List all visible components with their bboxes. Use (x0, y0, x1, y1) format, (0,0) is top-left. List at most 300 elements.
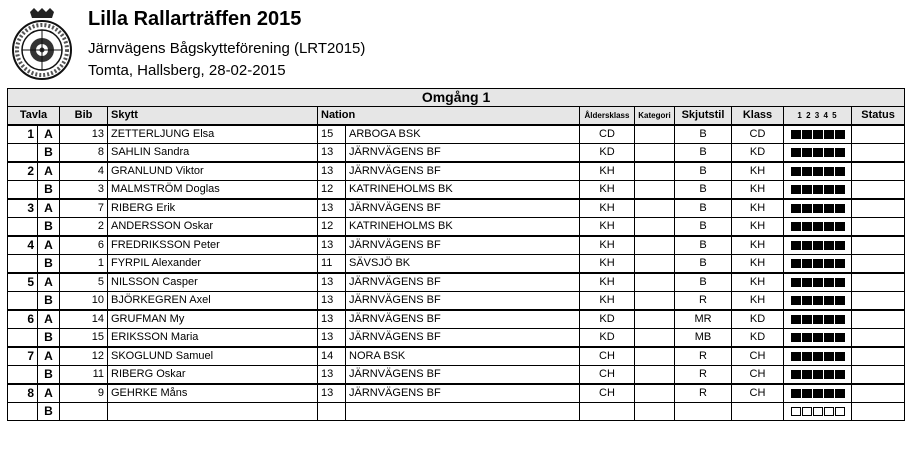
club-name: SÄVSJÖ BK (346, 255, 580, 274)
arrow-boxes-group (791, 333, 845, 342)
category (635, 403, 675, 421)
arrow-box-icon (835, 241, 845, 250)
nation-code: 12 (318, 218, 346, 237)
arrow-box-icon (791, 315, 801, 324)
page-header (8, 6, 903, 86)
arrow-box-icon (802, 241, 812, 250)
arrow-box-icon (791, 278, 801, 287)
nation-code: 13 (318, 199, 346, 218)
arrow-box-icon (813, 148, 823, 157)
arrow-box-icon (802, 185, 812, 194)
target-position: A (38, 236, 60, 255)
age-class: KH (580, 162, 635, 181)
arrow-box-icon (835, 167, 845, 176)
class: KD (732, 144, 784, 163)
col-nation-header: Nation (318, 107, 580, 126)
club-name: JÄRNVÄGENS BF (346, 236, 580, 255)
lane-number (8, 329, 38, 348)
arrow-box-icon (813, 222, 823, 231)
arrow-box-icon (824, 148, 834, 157)
age-class: CH (580, 366, 635, 385)
arrow-box-icon (813, 241, 823, 250)
nation-code (318, 403, 346, 421)
status (852, 181, 905, 200)
class: KH (732, 292, 784, 311)
archer-name: FYRPIL Alexander (108, 255, 318, 274)
arrow-boxes (784, 125, 852, 144)
lane-number (8, 403, 38, 421)
arrow-boxes-group (791, 130, 845, 139)
archer-name: GRANLUND Viktor (108, 162, 318, 181)
arrow-boxes (784, 366, 852, 385)
target-position: B (38, 403, 60, 421)
nation-code: 13 (318, 162, 346, 181)
lane-number: 4 (8, 236, 38, 255)
status (852, 366, 905, 385)
table-row (8, 384, 905, 403)
arrow-box-icon (835, 130, 845, 139)
age-class (580, 403, 635, 421)
class: KH (732, 255, 784, 274)
bib-number (60, 403, 108, 421)
arrow-box-icon (791, 241, 801, 250)
bib-number: 8 (60, 144, 108, 163)
status (852, 199, 905, 218)
bib-number: 2 (60, 218, 108, 237)
table-row (8, 403, 905, 421)
arrow-box-icon (813, 370, 823, 379)
table-row (8, 144, 905, 163)
category (635, 384, 675, 403)
lane-number: 5 (8, 273, 38, 292)
target-position: B (38, 181, 60, 200)
nation-code: 13 (318, 384, 346, 403)
arrow-boxes (784, 162, 852, 181)
bow-style (675, 403, 732, 421)
age-class: CD (580, 125, 635, 144)
arrow-box-icon (813, 185, 823, 194)
arrow-box-icon (802, 222, 812, 231)
arrow-box-icon (791, 352, 801, 361)
lane-number (8, 255, 38, 274)
bow-style: B (675, 218, 732, 237)
arrow-boxes (784, 384, 852, 403)
arrow-box-icon (791, 185, 801, 194)
archer-name: ANDERSSON Oskar (108, 218, 318, 237)
col-age-class-header: Åldersklass (580, 107, 635, 126)
category (635, 347, 675, 366)
arrow-boxes (784, 181, 852, 200)
arrow-box-icon (824, 167, 834, 176)
age-class: KD (580, 144, 635, 163)
age-class: KH (580, 236, 635, 255)
status (852, 125, 905, 144)
bow-style: R (675, 347, 732, 366)
target-position: A (38, 125, 60, 144)
arrow-boxes-group (791, 148, 845, 157)
arrow-box-icon (824, 389, 834, 398)
club-name: JÄRNVÄGENS BF (346, 292, 580, 311)
arrow-box-icon (835, 296, 845, 305)
arrow-box-icon (835, 278, 845, 287)
age-class: KD (580, 310, 635, 329)
nation-code: 15 (318, 125, 346, 144)
arrow-box-icon (791, 407, 801, 416)
bib-number: 7 (60, 199, 108, 218)
col-class-header: Klass (732, 107, 784, 126)
bib-number: 10 (60, 292, 108, 311)
arrow-box-icon (824, 130, 834, 139)
bow-style: B (675, 162, 732, 181)
arrow-boxes-group (791, 278, 845, 287)
club-name: ARBOGA BSK (346, 125, 580, 144)
class: KH (732, 273, 784, 292)
category (635, 310, 675, 329)
category (635, 162, 675, 181)
arrow-box-icon (802, 148, 812, 157)
arrow-box-icon (813, 315, 823, 324)
bow-style: B (675, 144, 732, 163)
arrow-boxes-group (791, 407, 845, 416)
target-position: A (38, 384, 60, 403)
bow-style: B (675, 199, 732, 218)
category (635, 292, 675, 311)
arrow-box-icon (824, 222, 834, 231)
arrow-box-icon (835, 315, 845, 324)
class: CH (732, 366, 784, 385)
arrow-box-icon (791, 389, 801, 398)
arrow-box-icon (813, 278, 823, 287)
arrow-box-icon (802, 259, 812, 268)
target-position: B (38, 255, 60, 274)
lane-number (8, 144, 38, 163)
arrow-box-icon (791, 333, 801, 342)
status (852, 292, 905, 311)
arrow-boxes-group (791, 185, 845, 194)
bow-style: MR (675, 310, 732, 329)
target-position: B (38, 292, 60, 311)
category (635, 273, 675, 292)
archer-name: GRUFMAN My (108, 310, 318, 329)
bib-number: 1 (60, 255, 108, 274)
arrow-boxes-group (791, 167, 845, 176)
target-position: A (38, 273, 60, 292)
arrow-boxes-group (791, 370, 845, 379)
table-row (8, 255, 905, 274)
nation-code: 13 (318, 236, 346, 255)
bow-style: R (675, 292, 732, 311)
col-arrows-header: 1 2 3 4 5 (784, 107, 852, 126)
club-name (346, 403, 580, 421)
age-class: KH (580, 218, 635, 237)
arrow-boxes (784, 347, 852, 366)
arrow-box-icon (791, 204, 801, 213)
arrow-box-icon (791, 222, 801, 231)
organizer-name: Järnvägens Bågskytteförening (LRT2015) (88, 40, 366, 57)
archer-name: BJÖRKEGREN Axel (108, 292, 318, 311)
lane-number: 1 (8, 125, 38, 144)
club-name: JÄRNVÄGENS BF (346, 273, 580, 292)
category (635, 329, 675, 348)
category (635, 366, 675, 385)
arrow-box-icon (824, 407, 834, 416)
arrow-boxes (784, 199, 852, 218)
arrow-box-icon (835, 333, 845, 342)
class: KH (732, 181, 784, 200)
archer-name: FREDRIKSSON Peter (108, 236, 318, 255)
arrow-box-icon (813, 407, 823, 416)
bow-style: B (675, 255, 732, 274)
club-name: JÄRNVÄGENS BF (346, 162, 580, 181)
bow-style: B (675, 236, 732, 255)
arrow-boxes-group (791, 389, 845, 398)
age-class: KH (580, 292, 635, 311)
table-row (8, 366, 905, 385)
arrow-box-icon (835, 407, 845, 416)
class: KD (732, 329, 784, 348)
bib-number: 13 (60, 125, 108, 144)
archer-name: SAHLIN Sandra (108, 144, 318, 163)
age-class: KH (580, 181, 635, 200)
target-position: B (38, 144, 60, 163)
class: CH (732, 347, 784, 366)
arrow-box-icon (791, 167, 801, 176)
club-name: JÄRNVÄGENS BF (346, 310, 580, 329)
bib-number: 3 (60, 181, 108, 200)
lane-number: 7 (8, 347, 38, 366)
table-row (8, 292, 905, 311)
arrow-boxes (784, 329, 852, 348)
page-title: Lilla Rallarträffen 2015 (88, 8, 302, 30)
class: CH (732, 384, 784, 403)
arrow-box-icon (791, 148, 801, 157)
arrow-box-icon (824, 278, 834, 287)
arrow-box-icon (802, 204, 812, 213)
archer-name: NILSSON Casper (108, 273, 318, 292)
arrow-box-icon (791, 259, 801, 268)
archer-name (108, 403, 318, 421)
lane-number (8, 366, 38, 385)
arrow-box-icon (824, 204, 834, 213)
bow-style: R (675, 384, 732, 403)
arrow-boxes-group (791, 204, 845, 213)
arrow-box-icon (813, 167, 823, 176)
nation-code: 11 (318, 255, 346, 274)
arrow-box-icon (791, 130, 801, 139)
arrow-box-icon (791, 296, 801, 305)
table-row (8, 125, 905, 144)
status (852, 273, 905, 292)
arrow-boxes (784, 255, 852, 274)
arrow-box-icon (824, 296, 834, 305)
table-row (8, 181, 905, 200)
archer-name: GEHRKE Måns (108, 384, 318, 403)
arrow-box-icon (835, 352, 845, 361)
target-position: B (38, 366, 60, 385)
club-name: JÄRNVÄGENS BF (346, 199, 580, 218)
category (635, 199, 675, 218)
col-bib-header: Bib (60, 107, 108, 126)
arrow-box-icon (813, 389, 823, 398)
start-list-body (8, 125, 905, 421)
arrow-box-icon (824, 259, 834, 268)
age-class: KH (580, 273, 635, 292)
target-position: A (38, 347, 60, 366)
club-name: NORA BSK (346, 347, 580, 366)
lane-number (8, 181, 38, 200)
arrow-box-icon (802, 278, 812, 287)
arrow-box-icon (835, 259, 845, 268)
lane-number: 3 (8, 199, 38, 218)
lane-number (8, 292, 38, 311)
archer-name: SKOGLUND Samuel (108, 347, 318, 366)
age-class: KH (580, 255, 635, 274)
class: KH (732, 218, 784, 237)
bib-number: 11 (60, 366, 108, 385)
arrow-box-icon (835, 148, 845, 157)
nation-code: 13 (318, 273, 346, 292)
arrow-box-icon (835, 370, 845, 379)
bib-number: 15 (60, 329, 108, 348)
nation-code: 13 (318, 292, 346, 311)
nation-code: 13 (318, 366, 346, 385)
round-title: Omgång 1 (8, 89, 905, 107)
arrow-box-icon (824, 315, 834, 324)
arrow-box-icon (791, 370, 801, 379)
category (635, 144, 675, 163)
arrow-box-icon (813, 130, 823, 139)
arrow-box-icon (802, 352, 812, 361)
arrow-boxes-group (791, 352, 845, 361)
status (852, 255, 905, 274)
category (635, 236, 675, 255)
club-name: KATRINEHOLMS BK (346, 181, 580, 200)
bow-style: B (675, 273, 732, 292)
arrow-box-icon (824, 185, 834, 194)
arrow-box-icon (802, 389, 812, 398)
arrow-boxes (784, 218, 852, 237)
table-header-row (8, 107, 905, 126)
nation-code: 13 (318, 144, 346, 163)
club-name: JÄRNVÄGENS BF (346, 329, 580, 348)
arrow-boxes (784, 292, 852, 311)
table-row (8, 273, 905, 292)
club-name: JÄRNVÄGENS BF (346, 384, 580, 403)
category (635, 125, 675, 144)
class: KH (732, 236, 784, 255)
class: CD (732, 125, 784, 144)
arrow-box-icon (813, 333, 823, 342)
category (635, 218, 675, 237)
arrow-boxes-group (791, 241, 845, 250)
nation-code: 13 (318, 329, 346, 348)
arrow-box-icon (813, 204, 823, 213)
lane-number: 2 (8, 162, 38, 181)
status (852, 403, 905, 421)
nation-code: 14 (318, 347, 346, 366)
arrow-boxes (784, 310, 852, 329)
archer-name: MALMSTRÖM Doglas (108, 181, 318, 200)
club-name: KATRINEHOLMS BK (346, 218, 580, 237)
target-position: A (38, 310, 60, 329)
col-status-header: Status (852, 107, 905, 126)
bib-number: 6 (60, 236, 108, 255)
bow-style: R (675, 366, 732, 385)
archer-name: RIBERG Erik (108, 199, 318, 218)
arrow-box-icon (802, 315, 812, 324)
lane-number (8, 218, 38, 237)
club-name: JÄRNVÄGENS BF (346, 144, 580, 163)
nation-code: 13 (318, 310, 346, 329)
status (852, 162, 905, 181)
arrow-box-icon (824, 352, 834, 361)
archer-name: ERIKSSON Maria (108, 329, 318, 348)
bib-number: 5 (60, 273, 108, 292)
nation-code: 12 (318, 181, 346, 200)
arrow-box-icon (835, 204, 845, 213)
table-row (8, 329, 905, 348)
age-class: CH (580, 347, 635, 366)
arrow-box-icon (802, 296, 812, 305)
archer-name: RIBERG Oskar (108, 366, 318, 385)
arrow-box-icon (824, 333, 834, 342)
category (635, 181, 675, 200)
arrow-boxes (784, 403, 852, 421)
status (852, 218, 905, 237)
bow-style: B (675, 181, 732, 200)
col-lane-header: Tavla (8, 107, 60, 126)
status (852, 310, 905, 329)
target-position: A (38, 199, 60, 218)
arrow-boxes (784, 236, 852, 255)
table-row (8, 199, 905, 218)
age-class: KH (580, 199, 635, 218)
bow-style: MB (675, 329, 732, 348)
arrow-boxes (784, 144, 852, 163)
arrow-box-icon (824, 241, 834, 250)
arrow-box-icon (802, 130, 812, 139)
age-class: CH (580, 384, 635, 403)
table-row (8, 218, 905, 237)
category (635, 255, 675, 274)
bow-style: B (675, 125, 732, 144)
lane-number: 8 (8, 384, 38, 403)
arrow-box-icon (813, 352, 823, 361)
arrow-box-icon (802, 167, 812, 176)
club-emblem-icon (8, 8, 76, 82)
arrow-box-icon (813, 296, 823, 305)
col-bow-style-header: Skjutstil (675, 107, 732, 126)
class: KD (732, 310, 784, 329)
arrow-box-icon (835, 222, 845, 231)
status (852, 329, 905, 348)
bib-number: 9 (60, 384, 108, 403)
status (852, 384, 905, 403)
arrow-box-icon (824, 370, 834, 379)
bib-number: 14 (60, 310, 108, 329)
target-position: A (38, 162, 60, 181)
class (732, 403, 784, 421)
lane-number: 6 (8, 310, 38, 329)
start-list-table (7, 88, 905, 421)
class: KH (732, 162, 784, 181)
club-name: JÄRNVÄGENS BF (346, 366, 580, 385)
arrow-boxes-group (791, 222, 845, 231)
arrow-box-icon (835, 389, 845, 398)
table-row (8, 347, 905, 366)
location-date: Tomta, Hallsberg, 28-02-2015 (88, 62, 286, 79)
bib-number: 12 (60, 347, 108, 366)
